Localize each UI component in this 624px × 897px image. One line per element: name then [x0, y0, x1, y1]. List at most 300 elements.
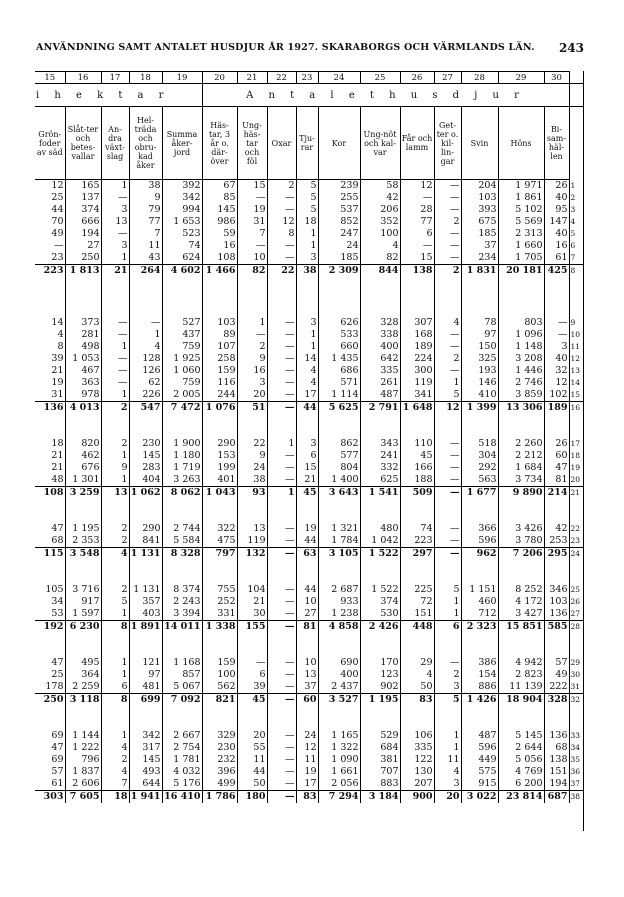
- table-cell: 2 313: [498, 228, 544, 240]
- table-cell: 4: [360, 240, 400, 252]
- table-cell: 2: [434, 216, 461, 228]
- column-number: 25: [360, 72, 400, 84]
- table-cell: 3 184: [360, 791, 400, 804]
- table-cell: 886: [461, 681, 498, 694]
- column-number: 23: [296, 72, 318, 84]
- spacer-cell: [569, 499, 583, 523]
- table-cell: 97: [129, 669, 162, 681]
- table-cell: 857: [162, 669, 202, 681]
- table-cell: 151: [544, 766, 569, 778]
- table-cell: 93: [237, 487, 267, 500]
- table-cell: —: [267, 791, 296, 804]
- table-cell: 374: [360, 596, 400, 608]
- table-cell: 42: [544, 523, 569, 535]
- spacer-cell: [498, 633, 544, 657]
- table-cell: 70: [51, 216, 64, 227]
- row-number: 22: [569, 523, 583, 535]
- table-cell: 62: [129, 377, 162, 389]
- page-header: [36, 42, 584, 56]
- table-cell: 159: [202, 657, 237, 669]
- table-cell: 1 891: [130, 621, 161, 632]
- table-cell: 5 102: [498, 204, 544, 216]
- table-cell: 933: [318, 596, 360, 608]
- table-cell: 1 705: [498, 252, 544, 265]
- column-number: 24: [318, 72, 360, 84]
- table-cell: 21: [51, 365, 64, 376]
- column-number: 19: [162, 72, 202, 84]
- table-cell: 7 294: [318, 791, 360, 804]
- table-row: [35, 353, 583, 365]
- table-cell: 207: [400, 778, 434, 791]
- table-cell: 8 328: [162, 548, 202, 561]
- table-row: [35, 216, 583, 228]
- page-title: ANVÄNDNING SAMT ANTALET HUSDJUR ÅR 1927. SKARABORGS OCH VÄRMLANDS LÄN.: [36, 42, 535, 53]
- table-cell: 223: [35, 265, 65, 278]
- table-cell: 1 653: [162, 216, 202, 228]
- table-cell: 50: [400, 681, 434, 694]
- table-cell: 5: [434, 584, 461, 596]
- table-cell: —: [267, 317, 296, 329]
- table-cell: 1 541: [360, 487, 400, 500]
- spacer-cell: [35, 414, 65, 438]
- table-cell: 239: [318, 180, 360, 193]
- table-cell: 1 831: [461, 265, 498, 278]
- table-row: [35, 742, 583, 754]
- table-cell: 18: [51, 438, 64, 449]
- table-cell: 138: [544, 754, 569, 766]
- table-cell: 3 208: [498, 353, 544, 365]
- table-cell: 4 013: [65, 402, 101, 415]
- table-cell: 4: [101, 742, 129, 754]
- table-cell: 8: [101, 694, 129, 707]
- table-cell: 1 925: [162, 353, 202, 365]
- row-number: 23: [569, 535, 583, 548]
- table-cell: 30: [237, 608, 267, 621]
- table-cell: 2: [434, 353, 461, 365]
- table-cell: 2 437: [318, 681, 360, 694]
- table-cell: 4: [296, 377, 318, 389]
- table-cell: 11: [434, 754, 461, 766]
- table-cell: 585: [544, 621, 569, 634]
- table-cell: 3 427: [498, 608, 544, 621]
- row-number: 29: [569, 657, 583, 669]
- table-cell: 151: [400, 608, 434, 621]
- table-cell: 39: [51, 353, 64, 364]
- table-cell: 261: [360, 377, 400, 389]
- table-cell: —: [237, 192, 267, 204]
- table-cell: 3 118: [65, 694, 101, 707]
- row-number: 2: [569, 192, 583, 204]
- table-cell: 180: [237, 791, 267, 804]
- table-cell: 1 786: [202, 791, 237, 804]
- spacer-cell: [162, 414, 202, 438]
- table-cell: 699: [129, 694, 162, 707]
- table-cell: 192: [35, 621, 65, 634]
- table-cell: 8: [57, 341, 64, 352]
- spacer-cell: [544, 633, 569, 657]
- spacer-cell: [35, 706, 65, 730]
- table-cell: 95: [544, 204, 569, 216]
- table-cell: 155: [237, 621, 267, 634]
- table-cell: —: [434, 535, 461, 548]
- table-cell: —: [267, 204, 296, 216]
- table-cell: 24: [296, 730, 318, 742]
- table-cell: 562: [202, 681, 237, 694]
- table-row: [35, 766, 583, 778]
- row-number: 7: [569, 252, 583, 265]
- table-cell: 481: [129, 681, 162, 694]
- table-cell: —: [434, 228, 461, 240]
- table-cell: 518: [461, 438, 498, 450]
- table-cell: 105: [45, 584, 64, 595]
- table-cell: 14 011: [162, 621, 202, 634]
- spacer-cell: [296, 560, 318, 584]
- table-cell: 3: [237, 377, 267, 389]
- table-cell: 797: [202, 548, 237, 561]
- spacer-cell: [237, 499, 267, 523]
- row-number: 33: [569, 730, 583, 742]
- table-cell: 199: [202, 462, 237, 474]
- table-cell: 4 942: [498, 657, 544, 669]
- table-cell: 18 904: [498, 694, 544, 707]
- group-blank: [569, 84, 583, 107]
- spacer-cell: [318, 499, 360, 523]
- table-cell: 499: [202, 778, 237, 791]
- table-cell: 2 754: [162, 742, 202, 754]
- table-row: [35, 681, 583, 694]
- spacer-cell: [461, 277, 498, 317]
- table-cell: 8: [101, 621, 129, 634]
- table-cell: 255: [318, 192, 360, 204]
- table-cell: 2 426: [360, 621, 400, 634]
- table-row: [35, 180, 583, 193]
- table-cell: 563: [461, 474, 498, 487]
- table-row: [35, 377, 583, 389]
- table-cell: 290: [129, 523, 162, 535]
- table-cell: 72: [400, 596, 434, 608]
- table-cell: 121: [129, 657, 162, 669]
- spacer-cell: [318, 560, 360, 584]
- spacer-cell: [129, 499, 162, 523]
- table-cell: 462: [65, 450, 101, 462]
- table-cell: 12: [400, 180, 434, 193]
- spacer-cell: [101, 277, 129, 317]
- table-cell: 400: [318, 669, 360, 681]
- block-spacer: [35, 414, 583, 438]
- table-cell: 1: [101, 450, 129, 462]
- table-cell: 8: [267, 228, 296, 240]
- column-head: Får och lamm: [400, 107, 434, 180]
- table-cell: 103: [461, 192, 498, 204]
- table-cell: 150: [461, 341, 498, 353]
- table-cell: 523: [162, 228, 202, 240]
- table-cell: 214: [544, 487, 569, 500]
- spacer-cell: [237, 277, 267, 317]
- spacer-cell: [569, 560, 583, 584]
- table-cell: 50: [237, 778, 267, 791]
- table-cell: 684: [360, 742, 400, 754]
- table-cell: 4: [434, 766, 461, 778]
- table-cell: 2: [101, 523, 129, 535]
- table-cell: 1: [237, 317, 267, 329]
- spacer-cell: [129, 414, 162, 438]
- table-cell: 978: [65, 389, 101, 402]
- table-cell: 14: [51, 317, 64, 328]
- column-head: Svin: [461, 107, 498, 180]
- table-cell: 178: [45, 681, 64, 692]
- table-cell: 23: [51, 252, 64, 263]
- table-cell: 7: [101, 778, 129, 791]
- table-cell: —: [434, 341, 461, 353]
- table-cell: 862: [318, 438, 360, 450]
- table-cell: 13 306: [498, 402, 544, 415]
- table-cell: 1: [296, 228, 318, 240]
- row-number: 34: [569, 742, 583, 754]
- table-cell: 57: [51, 766, 64, 777]
- spacer-cell: [296, 414, 318, 438]
- table-cell: 2: [101, 754, 129, 766]
- table-cell: 686: [318, 365, 360, 377]
- table-cell: 3 259: [65, 487, 101, 500]
- table-cell: 68: [544, 742, 569, 754]
- table-cell: —: [267, 742, 296, 754]
- table-cell: 759: [162, 341, 202, 353]
- spacer-cell: [569, 414, 583, 438]
- table-cell: 1 076: [202, 402, 237, 415]
- table-cell: 5 584: [162, 535, 202, 548]
- table-cell: 132: [237, 548, 267, 561]
- spacer-cell: [202, 633, 237, 657]
- table-cell: 1 784: [318, 535, 360, 548]
- table-cell: 821: [202, 694, 237, 707]
- table-cell: 480: [360, 523, 400, 535]
- table-cell: 60: [544, 450, 569, 462]
- table-cell: 130: [400, 766, 434, 778]
- table-cell: 1: [101, 657, 129, 669]
- table-row: [35, 535, 583, 548]
- table-sum-row: [35, 265, 583, 278]
- table-cell: 14: [296, 353, 318, 365]
- table-cell: 1 446: [498, 365, 544, 377]
- table-cell: 159: [202, 365, 237, 377]
- spacer-cell: [569, 633, 583, 657]
- table-cell: 1 043: [202, 487, 237, 500]
- table-cell: 2: [101, 402, 129, 415]
- table-cell: —: [544, 329, 569, 341]
- table-cell: 185: [318, 252, 360, 265]
- table-cell: 1 648: [400, 402, 434, 415]
- table-cell: 1: [267, 487, 296, 500]
- table-cell: 1 837: [65, 766, 101, 778]
- table-cell: 13: [296, 669, 318, 681]
- table-cell: 1: [101, 180, 129, 193]
- column-head: Summa åker-jord: [162, 107, 202, 180]
- table-cell: 7 472: [162, 402, 202, 415]
- row-number: 6: [569, 240, 583, 252]
- table-sum-row: [35, 791, 583, 804]
- table-cell: —: [400, 192, 434, 204]
- table-cell: 12: [434, 402, 461, 415]
- table-cell: 690: [318, 657, 360, 669]
- table-cell: 4 172: [498, 596, 544, 608]
- table-cell: —: [267, 657, 296, 669]
- table-cell: 193: [461, 365, 498, 377]
- table-cell: 3 716: [65, 584, 101, 596]
- table-cell: 77: [400, 216, 434, 228]
- table-cell: 1 053: [65, 353, 101, 365]
- table-cell: 264: [129, 265, 162, 278]
- table-cell: —: [267, 608, 296, 621]
- table-cell: 85: [202, 192, 237, 204]
- table-cell: 5 569: [498, 216, 544, 228]
- table-cell: —: [267, 192, 296, 204]
- table-cell: 994: [162, 204, 202, 216]
- statistics-table: [35, 71, 583, 803]
- column-head: Oxar: [267, 107, 296, 180]
- table-cell: 250: [65, 252, 101, 265]
- table-cell: 1 042: [360, 535, 400, 548]
- column-head: Tju-rar: [296, 107, 318, 180]
- table-cell: 1 661: [318, 766, 360, 778]
- table-cell: 4 032: [162, 766, 202, 778]
- table-cell: 3 859: [498, 389, 544, 402]
- table-cell: —: [101, 353, 129, 365]
- table-cell: 844: [360, 265, 400, 278]
- table-cell: 3: [434, 681, 461, 694]
- table-cell: —: [101, 377, 129, 389]
- table-cell: 366: [461, 523, 498, 535]
- table-cell: 509: [400, 487, 434, 500]
- table-cell: 1: [101, 730, 129, 742]
- table-row: [35, 204, 583, 216]
- spacer-cell: [65, 414, 101, 438]
- spacer-cell: [296, 706, 318, 730]
- table-cell: 3 394: [162, 608, 202, 621]
- spacer-cell: [101, 414, 129, 438]
- table-cell: —: [434, 204, 461, 216]
- spacer-cell: [162, 560, 202, 584]
- row-number: 25: [569, 584, 583, 596]
- table-cell: 338: [360, 329, 400, 341]
- table-cell: 915: [461, 778, 498, 791]
- table-cell: 712: [461, 608, 498, 621]
- table-cell: —: [400, 240, 434, 252]
- table-cell: —: [101, 329, 129, 341]
- table-cell: 9: [101, 462, 129, 474]
- table-cell: 381: [360, 754, 400, 766]
- table-cell: 2: [101, 438, 129, 450]
- table-cell: 4: [57, 329, 64, 340]
- spacer-cell: [296, 499, 318, 523]
- table-cell: —: [267, 523, 296, 535]
- table-cell: 410: [461, 389, 498, 402]
- table-cell: 78: [461, 317, 498, 329]
- table-cell: 3 105: [318, 548, 360, 561]
- table-cell: 44: [237, 766, 267, 778]
- table-cell: 204: [461, 180, 498, 193]
- table-cell: —: [434, 192, 461, 204]
- table-cell: 82: [237, 265, 267, 278]
- row-number: 28: [569, 621, 583, 634]
- table-cell: —: [267, 353, 296, 365]
- table-cell: 487: [461, 730, 498, 742]
- spacer-cell: [400, 414, 434, 438]
- table-cell: 48: [51, 474, 64, 485]
- table-cell: 2 744: [162, 523, 202, 535]
- spacer-cell: [162, 499, 202, 523]
- table-cell: 83: [400, 694, 434, 707]
- table-cell: 8 374: [162, 584, 202, 596]
- table-cell: 1 322: [318, 742, 360, 754]
- table-cell: 1 060: [162, 365, 202, 377]
- table-cell: 533: [318, 329, 360, 341]
- table-cell: 495: [65, 657, 101, 669]
- table-cell: 31: [51, 389, 64, 400]
- table-cell: 341: [400, 389, 434, 402]
- table-cell: 1 522: [360, 584, 400, 596]
- row-number: 35: [569, 754, 583, 766]
- spacer-cell: [434, 560, 461, 584]
- table-cell: 20: [237, 389, 267, 402]
- column-head-row: [35, 107, 583, 180]
- spacer-cell: [318, 706, 360, 730]
- table-cell: 20: [237, 730, 267, 742]
- table-cell: 6: [296, 450, 318, 462]
- table-cell: 9 890: [498, 487, 544, 500]
- spacer-cell: [237, 633, 267, 657]
- table-cell: 189: [400, 341, 434, 353]
- table-cell: 1 180: [162, 450, 202, 462]
- table-cell: —: [434, 657, 461, 669]
- table-cell: 37: [296, 681, 318, 694]
- spacer-cell: [400, 277, 434, 317]
- row-number-header: [569, 72, 583, 84]
- table-cell: 1: [129, 329, 162, 341]
- spacer-cell: [461, 560, 498, 584]
- table-cell: 666: [65, 216, 101, 228]
- table-cell: 104: [237, 584, 267, 596]
- table-cell: 145: [202, 204, 237, 216]
- table-cell: —: [434, 487, 461, 500]
- spacer-cell: [498, 277, 544, 317]
- table-cell: 136: [544, 608, 569, 621]
- spacer-cell: [267, 560, 296, 584]
- table-cell: 1 597: [65, 608, 101, 621]
- table-cell: 45: [400, 450, 434, 462]
- table-cell: 1 195: [65, 523, 101, 535]
- table-cell: 19: [296, 523, 318, 535]
- table-cell: 5 176: [162, 778, 202, 791]
- spacer-cell: [461, 499, 498, 523]
- row-number: 37: [569, 778, 583, 791]
- table-cell: —: [434, 240, 461, 252]
- table-cell: 5 145: [498, 730, 544, 742]
- table-cell: 42: [360, 192, 400, 204]
- table-cell: 136: [35, 402, 65, 415]
- row-number: 16: [569, 402, 583, 415]
- table-cell: —: [267, 596, 296, 608]
- table-cell: 571: [318, 377, 360, 389]
- table-cell: 45: [237, 694, 267, 707]
- table-cell: 7: [237, 228, 267, 240]
- row-number: 9: [569, 317, 583, 329]
- spacer-cell: [318, 277, 360, 317]
- table-cell: 59: [202, 228, 237, 240]
- row-number: 26: [569, 596, 583, 608]
- table-cell: 1 719: [162, 462, 202, 474]
- table-cell: 58: [360, 180, 400, 193]
- table-cell: 624: [162, 252, 202, 265]
